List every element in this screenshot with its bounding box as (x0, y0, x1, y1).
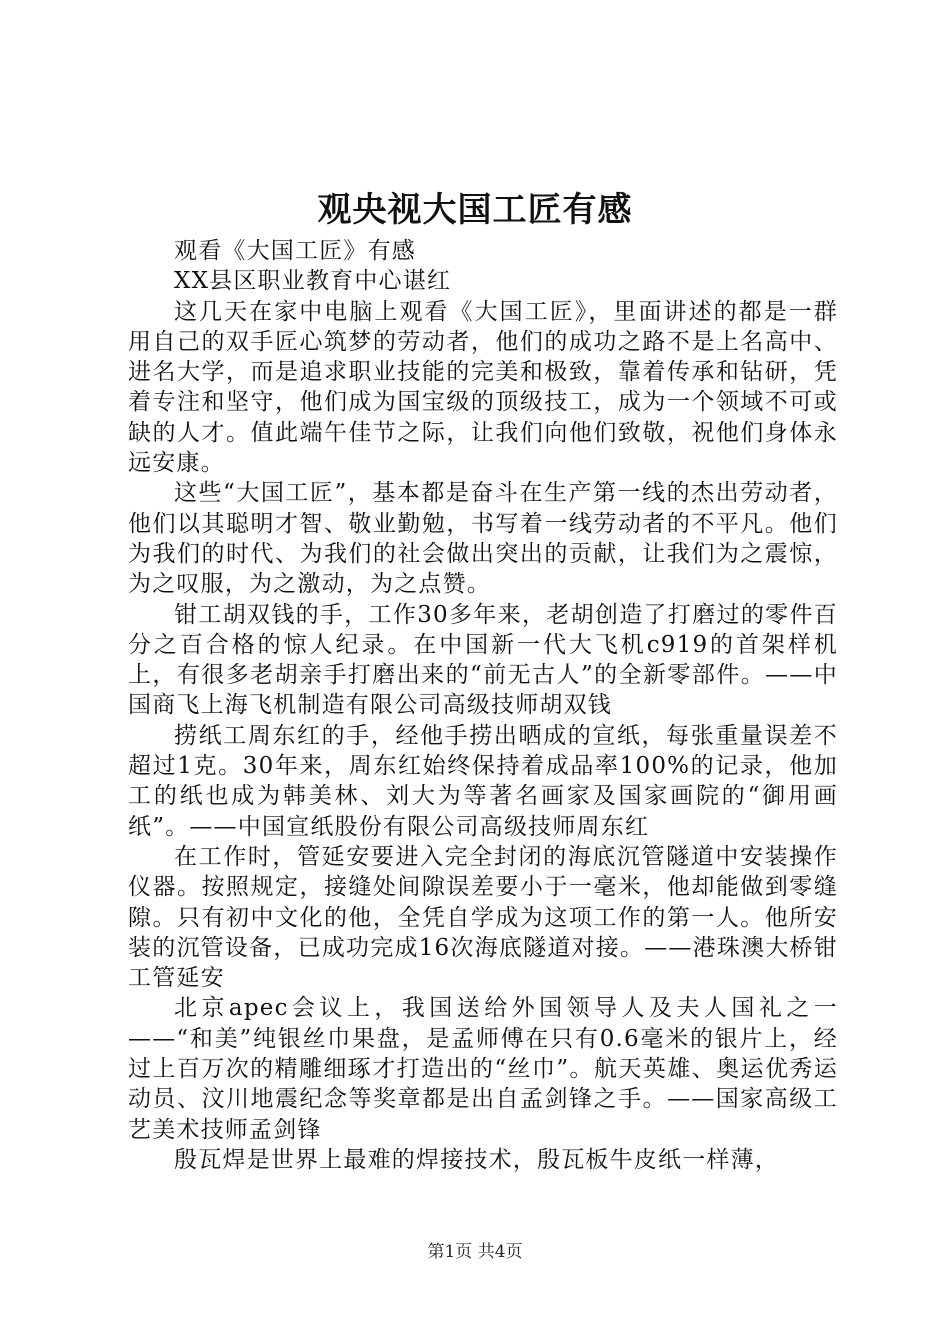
paragraph-craftsmen: 这些“大国工匠”，基本都是奋斗在生产第一线的杰出劳动者，他们以其聪明才智、敬业勤勉，书写着一线劳动者的不平凡。他们为我们的时代、为我们的社会做出突出的贡献，让我们为之震惊，为之叹服，为之激动，为之点赞。 (128, 480, 838, 598)
paragraph-intro: 这几天在家中电脑上观看《大国工匠》，里面讲述的都是一群用自己的双手匠心筑梦的劳动者，他们的成功之路不是上名高中、进名大学，而是追求职业技能的完美和极致，靠着传承和钻研，凭着专注和坚守，他们成为国宝级的顶级技工，成为一个领域不可或缺的人才。值此端午佳节之际，让我们向他们致敬，祝他们身体永远安康。 (128, 298, 838, 477)
page-footer: 第1页 共4页 (427, 1242, 523, 1262)
paragraph-meng-jianfeng: 北京apec会议上，我国送给外国领导人及夫人国礼之一——“和美”纯银丝巾果盘，是孟师傅在只有0.6毫米的银片上，经过上百万次的精雕细琢才打造出的“丝巾”。航天英雄、奥运优秀运动员、汶川地震纪念等奖章都是出自孟剑锋之手。——国家高级工艺美术技师孟剑锋 (128, 995, 838, 1143)
paragraph-zhou-donghong: 捞纸工周东红的手，经他手捞出晒成的宣纸，每张重量误差不超过1克。30年来，周东红始终保持着成品率100%的记录，他加工的纸也成为韩美林、刘大为等著名画家及国家画院的“御用画纸”。——中国宣纸股份有限公司高级技师周东红 (128, 722, 838, 840)
page-title: 观央视大国工匠有感 (317, 190, 633, 230)
paragraph-invar-welding: 殷瓦焊是世界上最难的焊接技术，殷瓦板牛皮纸一样薄， (174, 1146, 779, 1173)
paragraph-hu-shuangqian: 钳工胡双钱的手，工作30多年来，老胡创造了打磨过的零件百分之百合格的惊人纪录。在中国新一代大飞机c919的首架样机上，有很多老胡亲手打磨出来的“前无古人”的全新零部件。——中国商飞上海飞机制造有限公司高级技师胡双钱 (128, 601, 838, 719)
paragraph-subtitle: 观看《大国工匠》有感 (174, 238, 416, 264)
paragraph-author: XX县区职业教育中心谌红 (174, 268, 452, 295)
document-body (128, 236, 838, 1175)
paragraph-guan-yanan: 在工作时，管延安要进入完全封闭的海底沉管隧道中安装操作仪器。按照规定，接缝处间隙误差要小于一毫米，他却能做到零缝隙。只有初中文化的他，全凭自学成为这项工作的第一人。他所安装的沉管设备，已成功完成16次海底隧道对接。——港珠澳大桥钳工管延安 (128, 843, 838, 992)
